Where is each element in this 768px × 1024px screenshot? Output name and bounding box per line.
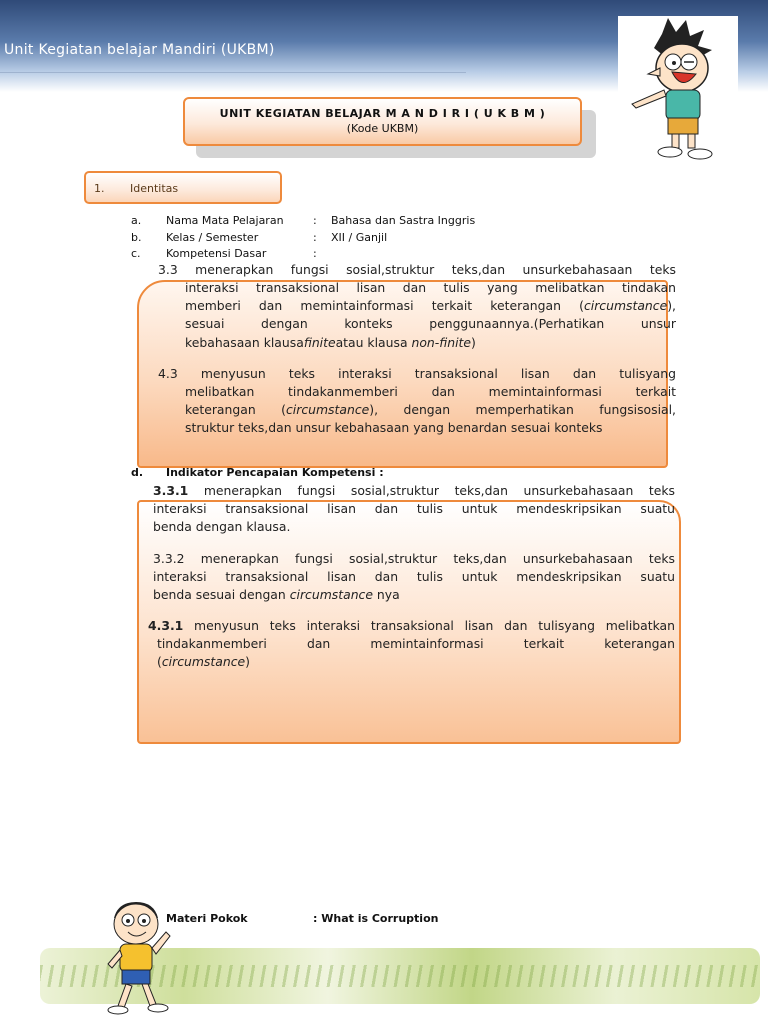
kd-text-line: sesuai dengan konteks penggunaannya.(Perhatikan unsur xyxy=(185,316,676,332)
field-colon: : xyxy=(313,231,317,244)
field-colon: : xyxy=(313,247,317,260)
kd-text-line xyxy=(185,334,676,352)
ind-text-line: interaksi transaksional lisan dan tulis untuk mendeskripsikan suatu xyxy=(153,501,675,517)
kd-text-line: melibatkan tindakanmemberi dan memintainformasi terkait xyxy=(185,384,676,399)
field-letter: b. xyxy=(131,231,142,244)
ind-text-line xyxy=(153,586,675,604)
materi-value: : What is Corruption xyxy=(313,912,439,925)
kd-text-line xyxy=(185,297,676,315)
ind-text-line xyxy=(157,653,675,671)
kd-4-3-first-line xyxy=(158,365,676,383)
ind-text-line: interaksi transaksional lisan dan tulis untuk mendeskripsikan suatu xyxy=(153,569,675,585)
indikator-3-3-2 xyxy=(153,550,675,605)
indikator-4-3-1 xyxy=(148,617,675,635)
cartoon-character-bottom xyxy=(100,898,174,1022)
field-letter: c. xyxy=(131,247,141,260)
kd-italic-term: non-finite xyxy=(411,334,472,350)
kd-text-segment: memberi dan memintainformasi terkait keterangan ( xyxy=(185,298,584,314)
title-sub: (Kode UKBM) xyxy=(346,122,419,135)
field-value: Bahasa dan Sastra Inggris xyxy=(331,214,476,227)
ind-text-segment: menerapkan fungsi sosial,struktur teks,dan unsurkebahasaan teks xyxy=(188,483,675,498)
materi-label: Materi Pokok xyxy=(166,912,248,925)
field-label: Nama Mata Pelajaran xyxy=(166,214,284,227)
cartoon-character-top xyxy=(618,16,738,166)
kd-text-segment: atau klausa xyxy=(335,334,412,350)
indikator-number: 3.3.1 xyxy=(153,483,189,498)
kd-text-segment: kebahasaan klausa xyxy=(185,334,304,350)
indikator-3-3-1 xyxy=(153,482,675,537)
identitas-label: Identitas xyxy=(130,182,179,195)
indikator-4-3-1-cont xyxy=(157,635,675,671)
kd-3-3 xyxy=(185,279,676,352)
identitas-number: 1. xyxy=(94,182,105,195)
kd-text-line: 4.3 menyusun teks interaksi transaksional lisan dan tulisyang xyxy=(158,366,676,381)
ind-italic-term: circumstance xyxy=(289,587,373,603)
kd-text-line: interaksi transaksional lisan dan tulis yang melibatkan tindakan xyxy=(185,280,676,295)
title-main: UNIT KEGIATAN BELAJAR M A N D I R I ( U K B M ) xyxy=(219,107,546,120)
kd-4-3 xyxy=(185,383,676,438)
kd-text-line: struktur teks,dan unsur kebahasaan yang benardan sesuai konteks xyxy=(185,420,603,436)
ind-text-segment: menyusun teks interaksi transaksional lisan dan tulisyang melibatkan xyxy=(183,618,675,633)
field-label: Kompetensi Dasar xyxy=(166,247,267,260)
kd-3-3-first-line xyxy=(158,261,676,279)
header-title: Unit Kegiatan belajar Mandiri (UKBM) xyxy=(4,42,275,58)
ind-text-line xyxy=(153,482,675,500)
ind-text-segment: nya xyxy=(372,587,400,603)
ind-text-segment: ) xyxy=(245,654,250,670)
ind-text-segment: ( xyxy=(157,654,162,670)
ind-text-line: benda dengan klausa. xyxy=(153,519,291,535)
kd-text-line: 3.3 menerapkan fungsi sosial,struktur teks,dan unsurkebahasaan teks xyxy=(158,262,676,277)
ind-text-segment: benda sesuai dengan xyxy=(153,587,290,603)
indikator-letter: d. xyxy=(131,466,144,479)
kd-text-segment: ) xyxy=(471,334,476,350)
kd-italic-term: circumstance xyxy=(285,402,370,418)
ind-text-line: tindakanmemberi dan memintainformasi terkait keterangan xyxy=(157,636,675,651)
indikator-heading: Indikator Pencapaian Kompetensi : xyxy=(166,466,384,479)
field-colon: : xyxy=(313,214,317,227)
title-box xyxy=(183,97,582,146)
field-label: Kelas / Semester xyxy=(166,231,259,244)
field-letter: a. xyxy=(131,214,142,227)
kd-italic-term: circumstance xyxy=(583,298,668,314)
identitas-box xyxy=(84,171,282,204)
ind-italic-term: circumstance xyxy=(161,654,246,670)
header-divider xyxy=(0,72,466,73)
ind-text-line: 3.3.2 menerapkan fungsi sosial,struktur teks,dan unsurkebahasaan teks xyxy=(153,551,675,566)
kd-text-segment: keterangan ( xyxy=(185,402,286,418)
ind-text-line xyxy=(148,617,675,635)
indikator-number: 4.3.1 xyxy=(148,618,184,633)
kd-italic-term: finite xyxy=(303,334,336,350)
kd-text-segment: ), xyxy=(667,298,676,314)
field-value: XII / Ganjil xyxy=(331,231,388,244)
kd-text-segment: ), dengan memperhatikan fungsisosial, xyxy=(369,402,676,418)
kd-text-line xyxy=(185,401,676,419)
